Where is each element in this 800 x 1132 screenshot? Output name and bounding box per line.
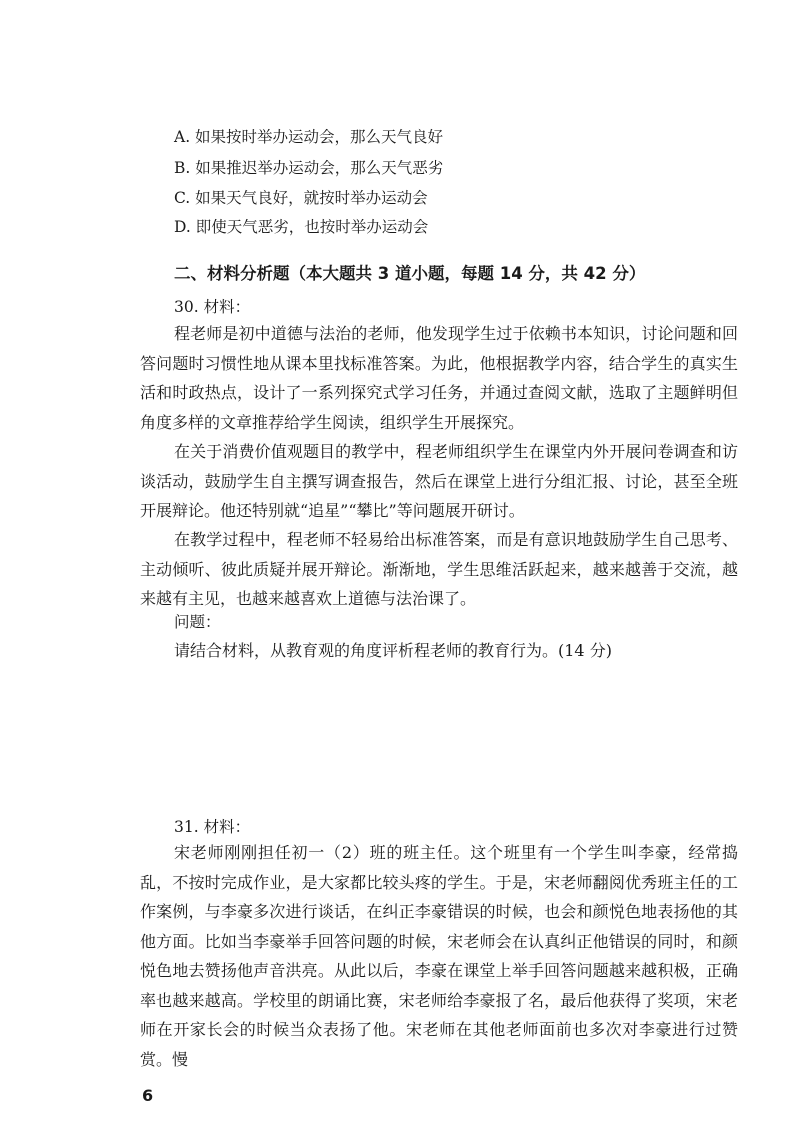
option-b: B. 如果推迟举办运动会，那么天气恶劣 <box>174 159 444 177</box>
question-30-problem-label: 问题： <box>174 613 221 631</box>
question-30-problem-text: 请结合材料，从教育观的角度评析程老师的教育行为。(14 分) <box>174 641 612 660</box>
question-30-label: 30. 材料： <box>174 298 251 316</box>
question-31-paragraph: 宋老师刚刚担任初一（2）班的班主任。这个班里有一个学生叫李豪，经常捣乱，不按时完成作业，是大家都比较头疼的学生。于是，宋老师翻阅优秀班主任的工作案例，与李豪多次进行谈话，在纠正李豪错误的时候，也会和颜悦色地表扬他的其他方面。比如当李豪举手回答问题的时候，宋老师会在认真纠正他错误的同时，和颜悦色地去赞扬他声音洪亮。从此以后，李豪在课堂上举手回答问题越来越积极，正确率也越来越高。学校里的朗诵比赛，宋老师给李豪报了名，最后他获得了奖项，宋老师在开家长会的时候当众表扬了他。宋老师在其他老师面前也多次对李豪进行过赞赏。慢 <box>140 843 738 1069</box>
question-31-label: 31. 材料： <box>174 818 251 836</box>
section-title: 二、材料分析题（本大题共 3 道小题，每题 14 分，共 42 分） <box>174 264 646 283</box>
question-30-paragraph-2: 在关于消费价值观题目的教学中，程老师组织学生在课堂内外开展问卷调查和访谈活动，鼓励学生自主撰写调查报告，然后在课堂上进行分组汇报、讨论，甚至全班开展辩论。他还特别就“追星”“攀比”等问题展开研讨。 <box>140 442 738 520</box>
option-d: D. 即使天气恶劣，也按时举办运动会 <box>174 218 429 236</box>
question-30-paragraph-1: 程老师是初中道德与法治的老师，他发现学生过于依赖书本知识，讨论问题和回答问题时习惯性地从课本里找标准答案。为此，他根据教学内容，结合学生的真实生活和时政热点，设计了一系列探究式学习任务，并通过查阅文献，选取了主题鲜明但角度多样的文章推荐给学生阅读，组织学生开展探究。 <box>140 324 738 432</box>
option-c: C. 如果天气良好，就按时举办运动会 <box>174 189 428 207</box>
question-30-paragraph-3: 在教学过程中，程老师不轻易给出标准答案，而是有意识地鼓励学生自己思考、主动倾听、彼此质疑并展开辩论。渐渐地，学生思维活跃起来，越来越善于交流，越来越有主见，也越来越喜欢上道德与法治课了。 <box>140 530 738 608</box>
option-a: A. 如果按时举办运动会，那么天气良好 <box>174 128 444 146</box>
page-number: 6 <box>142 1086 154 1105</box>
